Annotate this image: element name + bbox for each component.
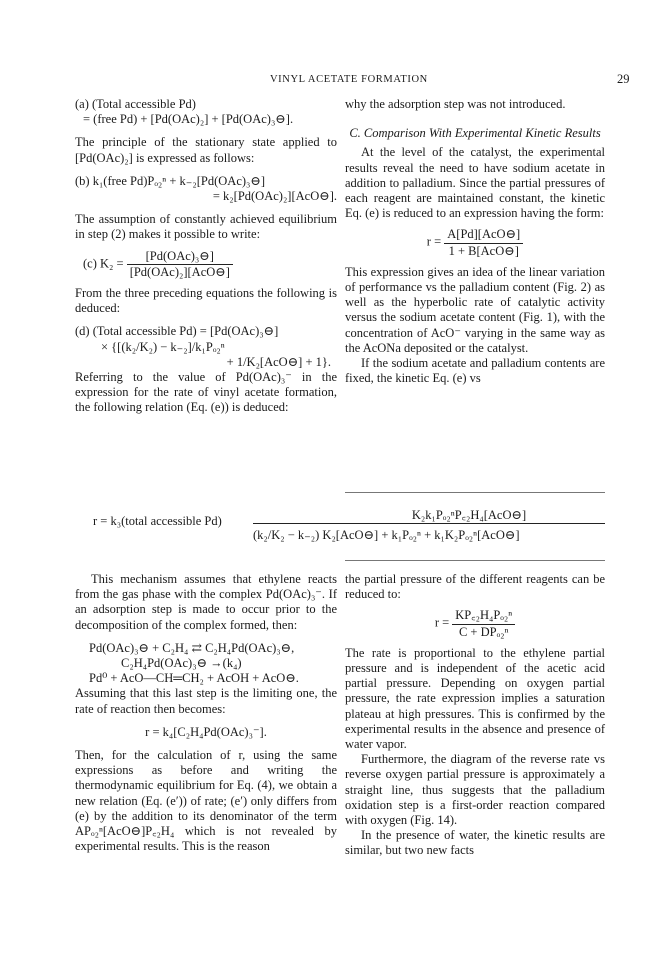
fraction-numerator: K₂k₁Pₒ₂ⁿP꜀₂H₄[AcO⊖] (253, 506, 605, 524)
fraction-denominator: C + DPₒ₂ⁿ (458, 624, 509, 639)
equation-c-label: (c) K₂ = (83, 256, 124, 271)
mechanism-step2: C₂H₄Pd(OAc)₃⊖ →(k₄) (121, 656, 242, 671)
paragraph: This mechanism assumes that ethylene reacts from the gas phase with the complex Pd(OAc)₃⁻. If an adsorption step is made to occur prior to the decomposition of the complex formed, then: (75, 572, 337, 632)
equation-b-line1: (b) k₁(free Pd)Pₒ₂ⁿ + k₋₂[Pd(OAc)₃⊖] (75, 173, 266, 188)
equation-label: r = (434, 615, 450, 630)
equation-d-line3: + 1/K₂[AcO⊖] + 1}. (226, 354, 331, 369)
top-rule (345, 492, 605, 493)
mechanism-step1: Pd(OAc)₃⊖ + C₂H₄ ⇄ C₂H₄Pd(OAc)₃⊖, (89, 640, 295, 655)
paragraph: Then, for the calculation of r, using the same expressions as before and writing the thermodynamic equilibrium for Eq. (4), we obtain a new relation (Eq. (e′)) of rate; (e′) only differs from (e) by the addition to its denominator of the term APₒ₂ⁿ[AcO⊖]P꜀₂H₄ which is not revealed by experimental results. This is the reason (75, 748, 337, 854)
paragraph: The assumption of constantly achieved equilibrium in step (2) makes it possible to write: (75, 212, 337, 242)
fraction-denominator: 1 + B[AcO⊖] (448, 243, 519, 258)
running-title: VINYL ACETATE FORMATION (270, 74, 428, 85)
page-number: 29 (617, 72, 630, 86)
paragraph: why the adsorption step was not introduced. (345, 97, 566, 111)
equation-fraction (452, 608, 515, 639)
equation-b-line2: = k₂[Pd(OAc)₂][AcO⊖]. (212, 189, 337, 204)
equation-d-line2: × {[(k₂/K₂) − k₋₂]/k₁Pₒ₂ⁿ (101, 339, 225, 354)
equation-e-fraction (253, 506, 605, 543)
equation-e (75, 492, 605, 562)
paragraph: This expression gives an idea of the linear variation of performance vs the palladium content (Fig. 2) as well as the hyperbolic rate of catalytic activity versus the sodium acetate content (Fig. 1), with the concentration of AcO⁻ varying in the same way as the AcONa deposited or the catalyst. (345, 264, 605, 355)
equation-r-pressure (345, 608, 605, 639)
fraction-denominator: (k₂/K₂ − k₋₂) K₂[AcO⊖] + k₁Pₒ₂ⁿ + k₁K₂Pₒ₂ⁿ[AcO⊖] (253, 528, 520, 542)
paragraph: Furthermore, the diagram of the reverse rate vs reverse oxygen partial pressure is approximately a straight line, thus suggests that the palladium oxidation step is a first-order reaction compared with oxygen (Fig. 14). (345, 752, 605, 828)
paragraph: At the level of the catalyst, the experimental results reveal the need to have sodium acetate in addition to palladium. Since the partial pressures of each reagent are maintained constant, the kinetic Eq. (e) is reduced to an expression having the form: (345, 145, 605, 221)
mechanism-step3: Pd⁰ + AcO—CH═CH₂ + AcOH + AcO⊖. (89, 671, 299, 686)
equation-c-fraction (127, 249, 233, 280)
paragraph: the partial pressure of the different reagents can be reduced to: (345, 572, 605, 602)
paragraph: Assuming that this last step is the limiting one, the rate of reaction then becomes: (75, 686, 337, 716)
left-column-bottom (75, 572, 337, 854)
equation-a-line1: (a) (Total accessible Pd) (75, 97, 196, 111)
paragraph: Referring to the value of Pd(OAc)₃⁻ in the expression for the rate of vinyl acetate formation, the following relation (Eq. (e)) is deduced: (75, 370, 337, 415)
fraction-numerator: KP꜀₂H₄Pₒ₂ⁿ (452, 608, 515, 624)
equation-fraction (444, 227, 523, 258)
equation-a-line2: = (free Pd) + [Pd(OAc)₂] + [Pd(OAc)₃⊖]. (83, 112, 294, 127)
equation-e-lhs: r = k₃(total accessible Pd) (93, 514, 222, 528)
fraction-numerator: A[Pd][AcO⊖] (444, 227, 523, 243)
paragraph: The principle of the stationary state applied to [Pd(OAc)₂] is expressed as follows: (75, 135, 337, 165)
equation-label: r = (426, 235, 442, 249)
fraction-numerator: [Pd(OAc)₃⊖] (127, 249, 233, 265)
equation-c (75, 249, 337, 280)
equation-rate: r = k₄[C₂H₄Pd(OAc)₃⁻]. (145, 724, 267, 739)
right-column-bottom (345, 572, 605, 859)
fraction-denominator: [Pd(OAc)₂][AcO⊖] (129, 264, 230, 279)
paragraph: The rate is proportional to the ethylene partial pressure and is independent of the acetic acid partial pressure. Depending on oxygen partial pressure, the rate expression implies a saturation plateau at high pressures. This is confirmed by the experimental results in the absence and presence of water vapor. (345, 645, 605, 752)
equation-d-line1: (d) (Total accessible Pd) = [Pd(OAc)₃⊖] (75, 324, 279, 339)
bottom-rule (345, 560, 605, 561)
paragraph: If the sodium acetate and palladium contents are fixed, the kinetic Eq. (e) vs (345, 356, 605, 386)
paragraph: From the three preceding equations the following is deduced: (75, 286, 337, 316)
left-column-top (75, 97, 337, 416)
section-heading: C. Comparison With Experimental Kinetic Results (349, 126, 601, 141)
right-column-top (345, 97, 605, 386)
paragraph: In the presence of water, the kinetic results are similar, but two new facts (345, 828, 605, 858)
equation-r-simple (345, 227, 605, 258)
